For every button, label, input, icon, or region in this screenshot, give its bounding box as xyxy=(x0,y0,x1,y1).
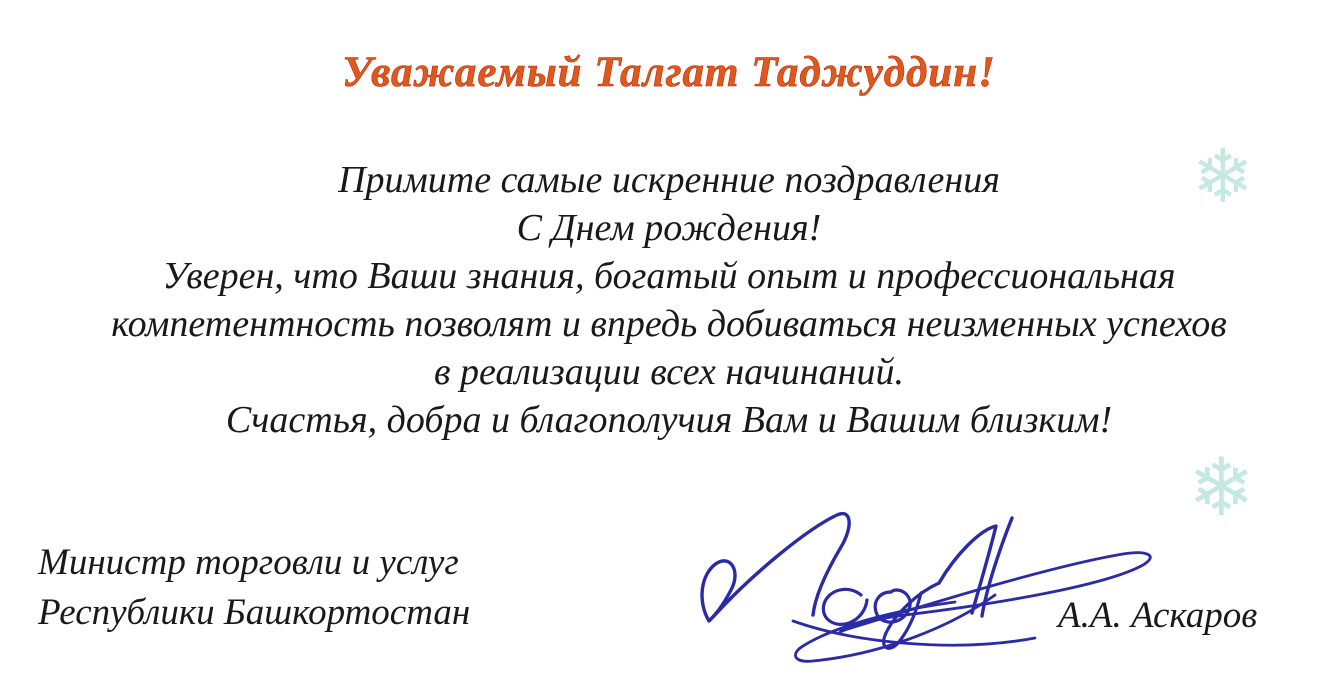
body-line-1: Примите самые искренние поздравления xyxy=(338,159,1000,201)
signer-name: А.А. Аскаров xyxy=(1058,595,1258,636)
body-line-2: С Днем рождения! xyxy=(516,207,822,249)
body-line-3: Уверен, что Ваши знания, богатый опыт и профессиональная xyxy=(162,255,1176,297)
snowflake-icon: ❄ xyxy=(1192,134,1255,220)
greeting-body xyxy=(0,156,1338,444)
body-line-4: компетентность позволят и впредь добиваться неизменных успехов xyxy=(111,303,1227,345)
body-line-6: Счастья, добра и благополучия Вам и Вашим близким! xyxy=(225,399,1113,441)
signer-position-line-1: Министр торговли и услуг xyxy=(38,542,459,583)
signer-position xyxy=(38,538,470,638)
handwritten-signature-image xyxy=(693,503,1173,665)
salutation-title: Уважаемый Талгат Таджуддин! xyxy=(342,49,996,96)
body-line-5: в реализации всех начинаний. xyxy=(433,351,905,393)
signer-position-line-2: Республики Башкортостан xyxy=(38,592,471,633)
snowflake-icon: ❄ xyxy=(1188,441,1256,534)
